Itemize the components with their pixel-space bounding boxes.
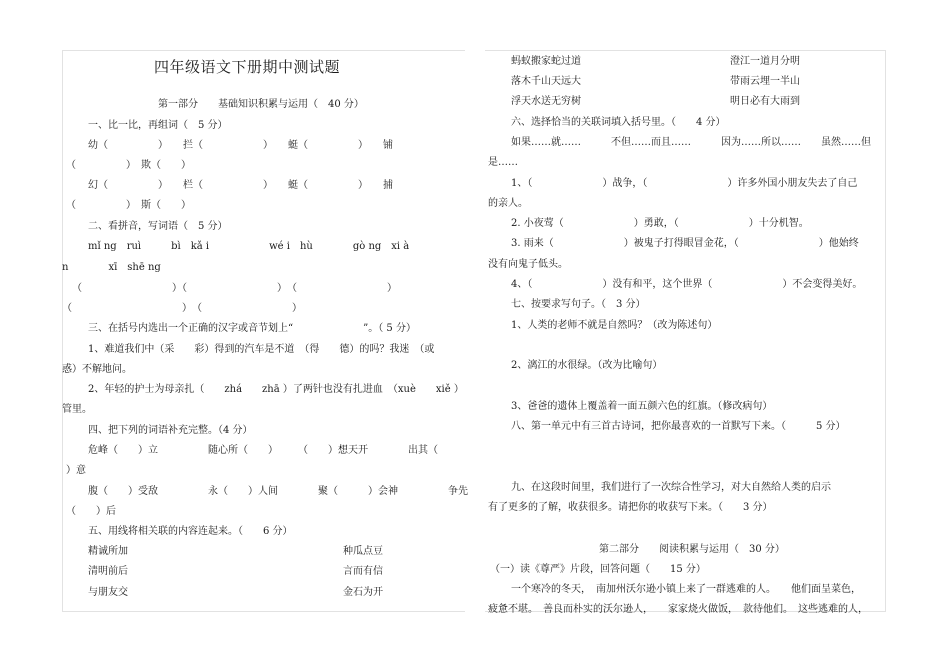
- q1-row1: 幼（ ） 拦（ ） 蜓（ ） 铺: [88, 140, 393, 151]
- q2-pinyin: mǐ ng ruì bì kǎ i wé i hù gò ng xi à: [88, 241, 410, 252]
- q5-left-item: 与朋友交: [88, 587, 128, 598]
- q7-item1: 1、人类的老师不就是自然吗？（改为陈述句）: [511, 320, 718, 331]
- q3-item2: 2、年轻的护士为母亲扎（ zhá zhā ）了两针也没有扎进血 （xuè xiě ）: [88, 384, 464, 395]
- q9-line2: 有了更多的了解，收获很多。请把你的收获写下来。（ 3 分）: [488, 502, 773, 513]
- q6-item1-cont: 的亲人。: [488, 198, 528, 209]
- part2-heading: 第二部分 阅读积累与运用（ 30 分）: [599, 544, 785, 555]
- q5-left-item: 蚂蚁搬家蛇过道: [511, 56, 581, 67]
- q6-item4: 4、（ ）没有和平，这个世界（ ）不会变得美好。: [511, 279, 863, 290]
- q2-pinyin-cont: n xī shē ng: [62, 262, 161, 273]
- q6-item2: 2. 小夜莺（ ）勇敢，（ ）十分机智。: [511, 218, 809, 229]
- q1-row1-cont: （ ） 欺（ ）: [66, 160, 191, 171]
- q5-left-item: 浮天水送无穷树: [511, 96, 581, 107]
- q6-item1: 1、（ ）战争，（ ）许多外国小朋友失去了自己: [511, 178, 858, 189]
- q1-row2-cont: （ ） 斯（ ）: [66, 200, 191, 211]
- q5-left-item: 精诚所加: [88, 546, 128, 557]
- q5-right-item: 种瓜点豆: [343, 546, 383, 557]
- reading-paragraph-line: 疲惫不堪。 善良而朴实的沃尔逊人， 家家烧火做饭， 款待他们。 这些逃难的人，: [488, 604, 868, 615]
- q6-item3-cont: 没有向鬼子低头。: [488, 259, 568, 270]
- q7-title: 七、按要求写句子。（ 3 分）: [511, 299, 646, 310]
- exam-title: 四年级语文下册期中测试题: [154, 58, 341, 76]
- reading-paragraph-line: 一个寒冷的冬天， 南加州沃尔逊小镇上来了一群逃难的人。 他们面呈菜色，: [511, 584, 861, 595]
- q2-title: 二、看拼音，写词语（ 5 分）: [88, 221, 228, 232]
- q5-left-item: 清明前后: [88, 566, 128, 577]
- q3-item2-cont: 管里。: [62, 404, 92, 415]
- q7-item3: 3、爸爸的遗体上覆盖着一面五颜六色的红旗。（修改病句）: [511, 401, 773, 412]
- q6-item3: 3. 雨来（ ）被鬼子打得眼冒金花，（ ）他始终: [511, 238, 859, 249]
- q9-line1: 九、在这段时间里，我们进行了一次综合性学习，对大自然给人类的启示: [511, 482, 831, 493]
- part1-heading: 第一部分 基础知识积累与运用（ 40 分）: [158, 99, 364, 110]
- q6-options-cont: 是……: [488, 157, 518, 168]
- q3-title: 三、在括号内选出一个正确的汉字或音节划上“ ”。（ 5 分）: [88, 323, 416, 334]
- q3-item1: 1、难道我们中（采 彩）得到的汽车是不道 （得 德）的吗？我迷 （或: [88, 344, 435, 355]
- q5-right-item: 带雨云埋一半山: [730, 76, 800, 87]
- q4-row2: 腹（ ）受敌 永（ ）人间 聚（ ）会神 争先: [88, 486, 468, 497]
- reading-title: （一）读《尊严》片段，回答问题（ 15 分）: [490, 564, 706, 575]
- q4-row1: 危峰（ ）立 随心所（ ） （ ）想天开 出其（: [88, 445, 438, 456]
- q2-parens-row1: （ ）（ ） （ ）: [72, 283, 397, 294]
- q1-title: 一、比一比，再组词（ 5 分）: [88, 120, 228, 131]
- q5-title: 五、用线将相关联的内容连起来。（ 6 分）: [88, 526, 293, 537]
- q4-row1-cont: ）意: [66, 465, 86, 476]
- q2-parens-row2: （ ） （ ）: [62, 303, 302, 314]
- q4-title: 四、把下列的词语补充完整。（4 分）: [88, 425, 253, 436]
- q5-right-item: 澄江一道月分明: [730, 56, 800, 67]
- q4-row2-cont: （ ）后: [66, 506, 116, 517]
- q6-options: 如果……就…… 不但……而且…… 因为……所以…… 虽然……但: [511, 137, 871, 148]
- q1-row2: 幻（ ） 栏（ ） 蜓（ ） 捕: [88, 180, 393, 191]
- q5-right-item: 金石为开: [343, 587, 383, 598]
- q8-title: 八、第一单元中有三首古诗词，把你最喜欢的一首默写下来。（ 5 分）: [511, 421, 846, 432]
- q5-left-item: 落木千山天远大: [511, 76, 581, 87]
- q5-right-item: 言而有信: [343, 566, 383, 577]
- q6-title: 六、选择恰当的关联词填入括号里。（ 4 分）: [511, 117, 726, 128]
- q5-right-item: 明日必有大雨到: [730, 96, 800, 107]
- q7-item2: 2、漓江的水很绿。（改为比喻句）: [511, 360, 663, 371]
- q3-item1-cont: 惑）不解地问。: [62, 364, 132, 375]
